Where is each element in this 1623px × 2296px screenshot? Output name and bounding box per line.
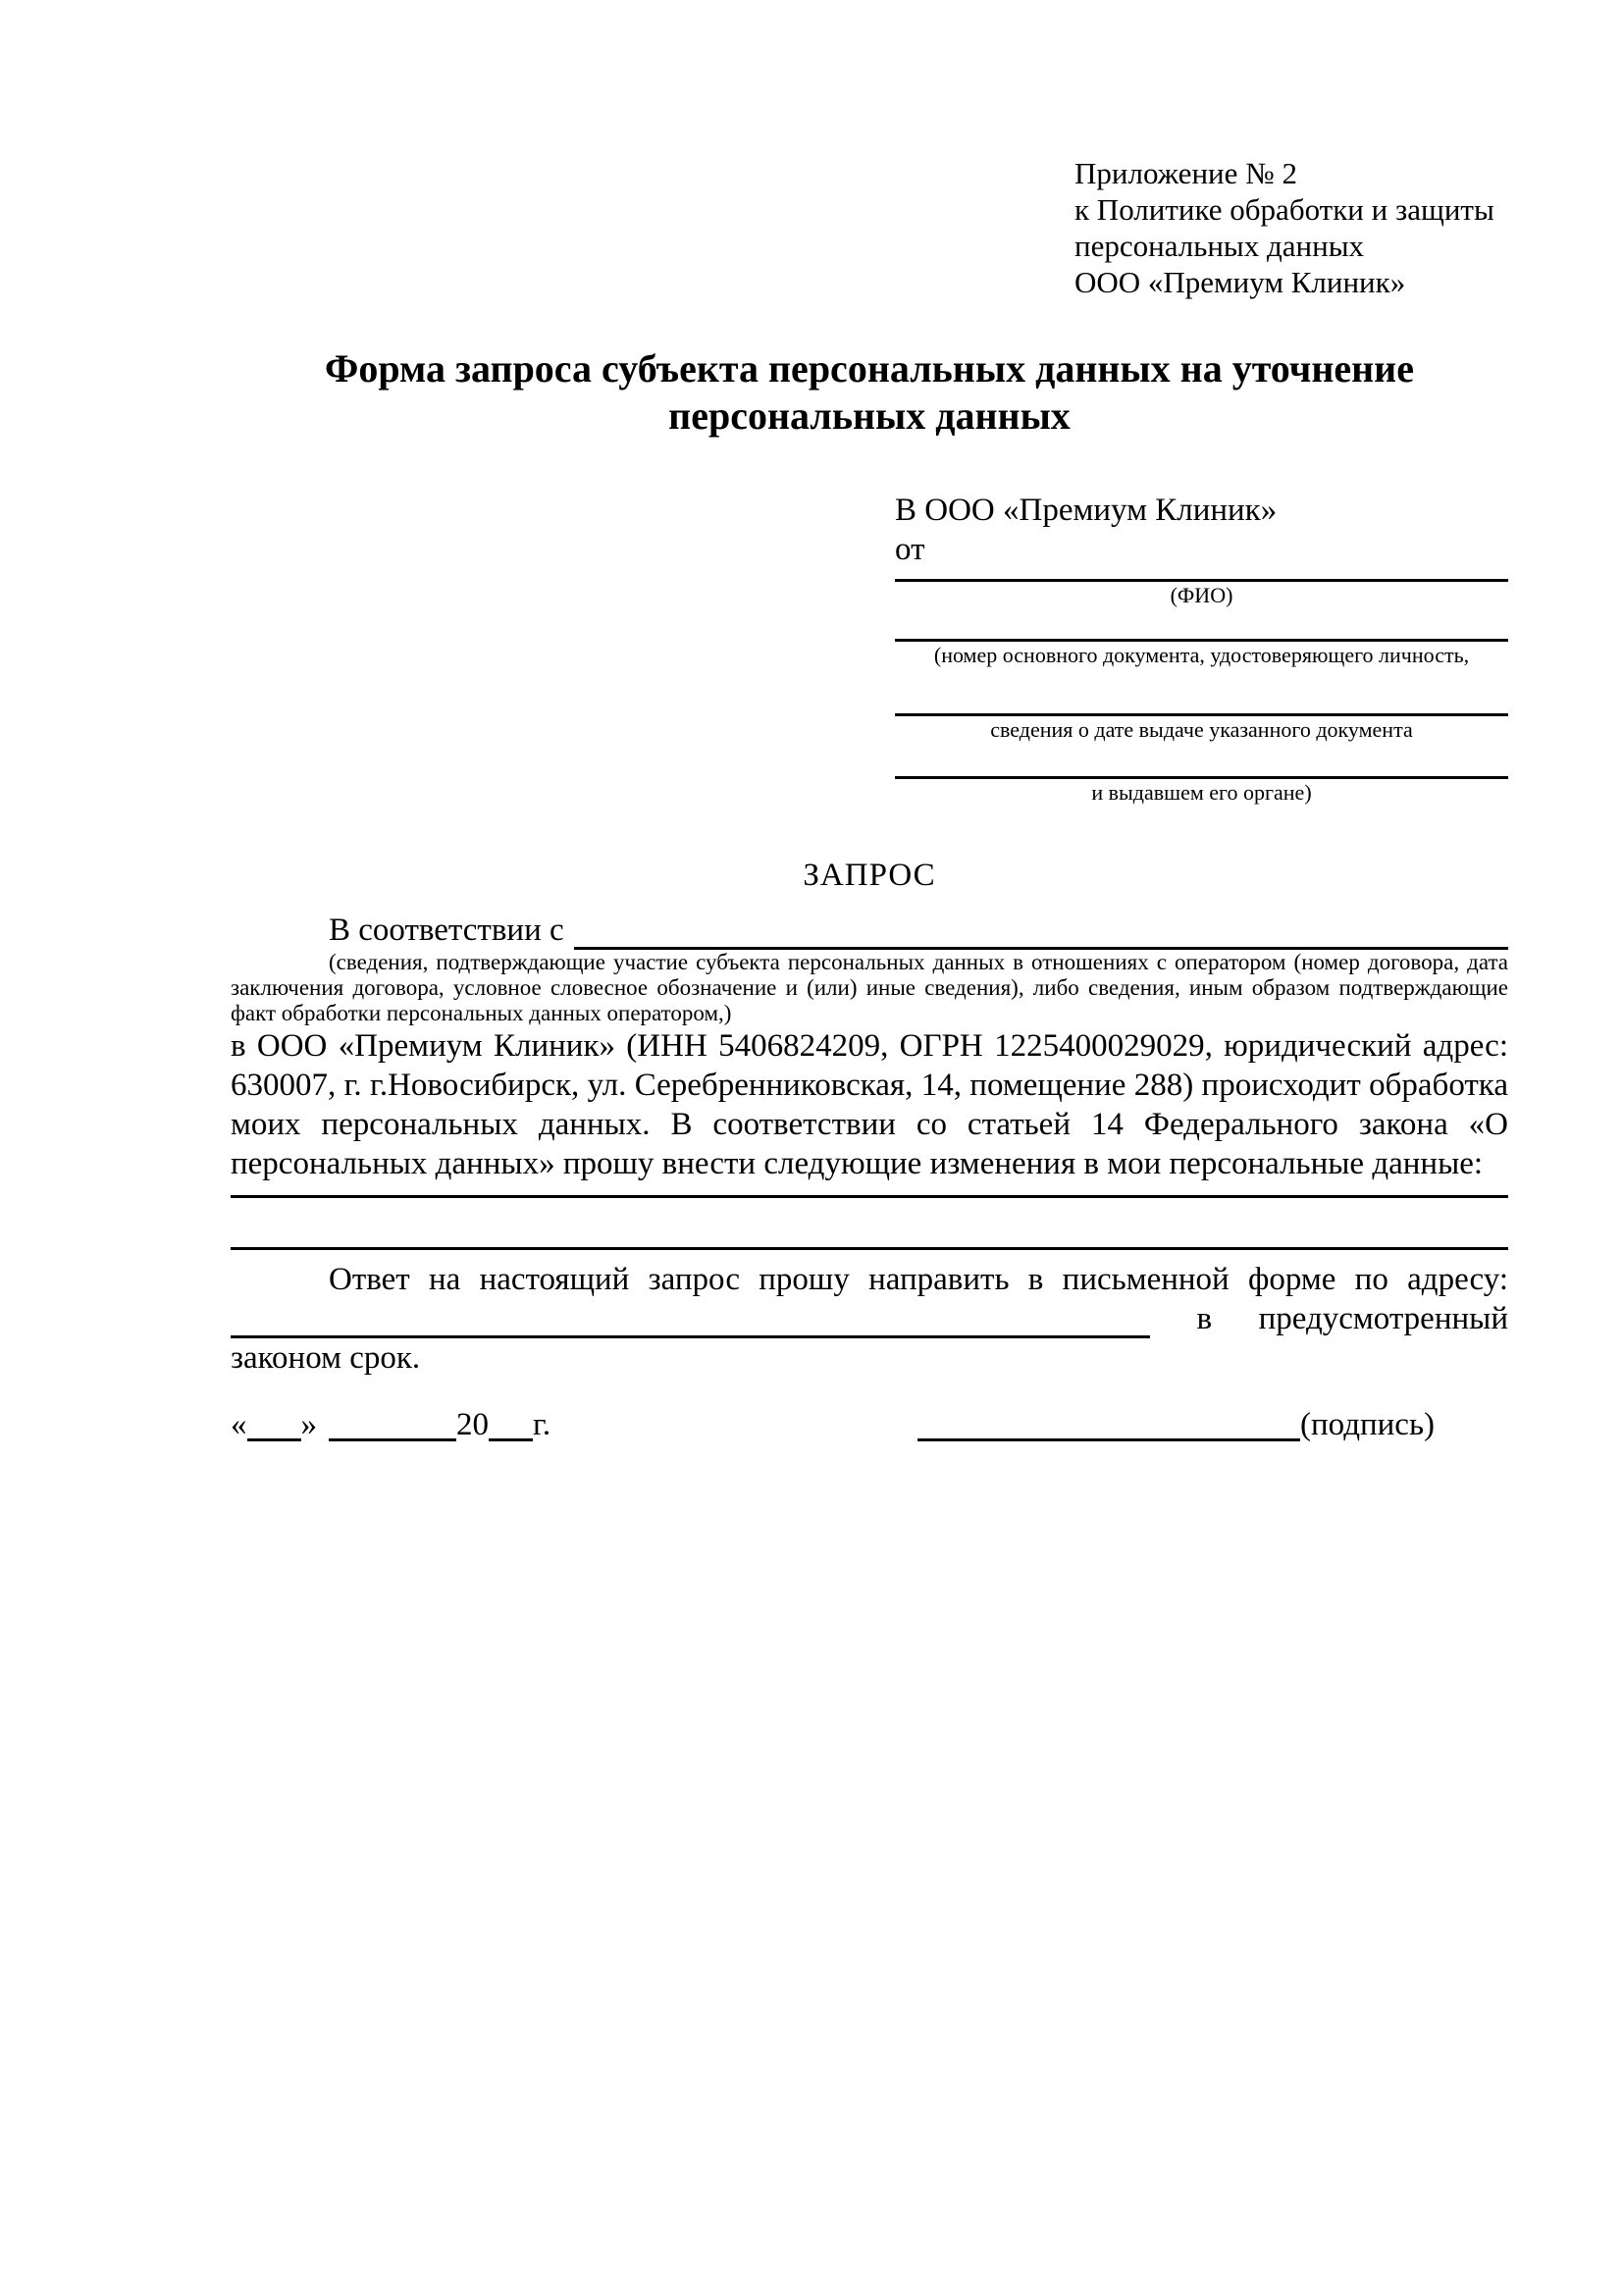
appendix-note xyxy=(1074,155,1508,300)
response-word-in: в xyxy=(1196,1301,1213,1336)
quote-open: « xyxy=(231,1407,247,1442)
quote-close: » xyxy=(300,1407,317,1442)
addressee-block xyxy=(895,491,1508,807)
appendix-note-line: персональных данных xyxy=(1074,229,1365,263)
issuing-authority-field-line[interactable] xyxy=(895,744,1508,779)
month-field-line[interactable] xyxy=(329,1405,456,1441)
fio-caption: (ФИО) xyxy=(1170,583,1233,607)
response-address-row xyxy=(231,1299,1508,1338)
appendix-note-line: ООО «Премиум Клиник» xyxy=(1074,265,1406,299)
basis-fine-print: (сведения, подтверждающие участие субъекта персональных данных в отношениях с оператором (номер договора, дата заключения договора, условное словесное обозначение и (или) иные сведения), либо сведения, иным образом подтверждающие факт обработки персональных данных оператором,) xyxy=(231,950,1508,1025)
fio-field-line[interactable] xyxy=(895,569,1508,582)
basis-field-line[interactable] xyxy=(574,911,1508,950)
response-text-end: законом срок. xyxy=(231,1340,421,1376)
appendix-note-line: Приложение № 2 xyxy=(1074,156,1297,190)
document-number-caption: (номер основного документа, удостоверяющего личность, xyxy=(933,643,1470,667)
request-body-text: в ООО «Премиум Клиник» (ИНН 5406824209, ОГРН 1225400029029, юридический адрес: 630007, г. г.Новосибирск, ул. Серебренниковская, 14, помещение 288) происходит обработка моих персональных данных. В соответствии со статьей 14 Федерального закона «О персональных данных» прошу внести следующие изменения в мои персональные данные: xyxy=(231,1028,1508,1181)
addressee-from-label: от xyxy=(895,532,925,567)
changes-field-line-2[interactable] xyxy=(231,1198,1508,1250)
year-prefix: 20 xyxy=(456,1407,489,1442)
day-field-line[interactable] xyxy=(247,1405,301,1441)
issuing-authority-caption: и выдавшем его органе) xyxy=(1091,780,1312,805)
basis-row xyxy=(231,911,1508,950)
year-field-line[interactable] xyxy=(489,1405,533,1441)
signature-caption: (подпись) xyxy=(1300,1407,1435,1442)
basis-label: В соответствии с xyxy=(329,913,564,948)
address-field-line[interactable] xyxy=(231,1299,1150,1338)
response-word-stipulated: предусмотренный xyxy=(1258,1301,1508,1336)
appendix-note-line: к Политике обработки и защиты xyxy=(1074,192,1494,227)
request-heading: ЗАПРОС xyxy=(803,858,936,893)
signature-group xyxy=(917,1405,1435,1444)
addressee-to: В ООО «Премиум Клиник» xyxy=(895,493,1278,528)
year-suffix: г. xyxy=(533,1407,551,1442)
date-signature-row xyxy=(231,1405,1508,1444)
page-title: Форма запроса субъекта персональных данных на уточнение персональных данных xyxy=(325,346,1414,438)
date-line xyxy=(231,1405,550,1444)
document-number-field-line[interactable] xyxy=(895,609,1508,642)
issue-date-field-line[interactable] xyxy=(895,669,1508,716)
signature-field-line[interactable] xyxy=(917,1405,1300,1441)
changes-field-line-1[interactable] xyxy=(231,1183,1508,1198)
issue-date-caption: сведения о дате выдаче указанного документа xyxy=(990,717,1413,742)
response-text: Ответ на настоящий запрос прошу направить в письменной форме по адресу: xyxy=(329,1262,1508,1297)
